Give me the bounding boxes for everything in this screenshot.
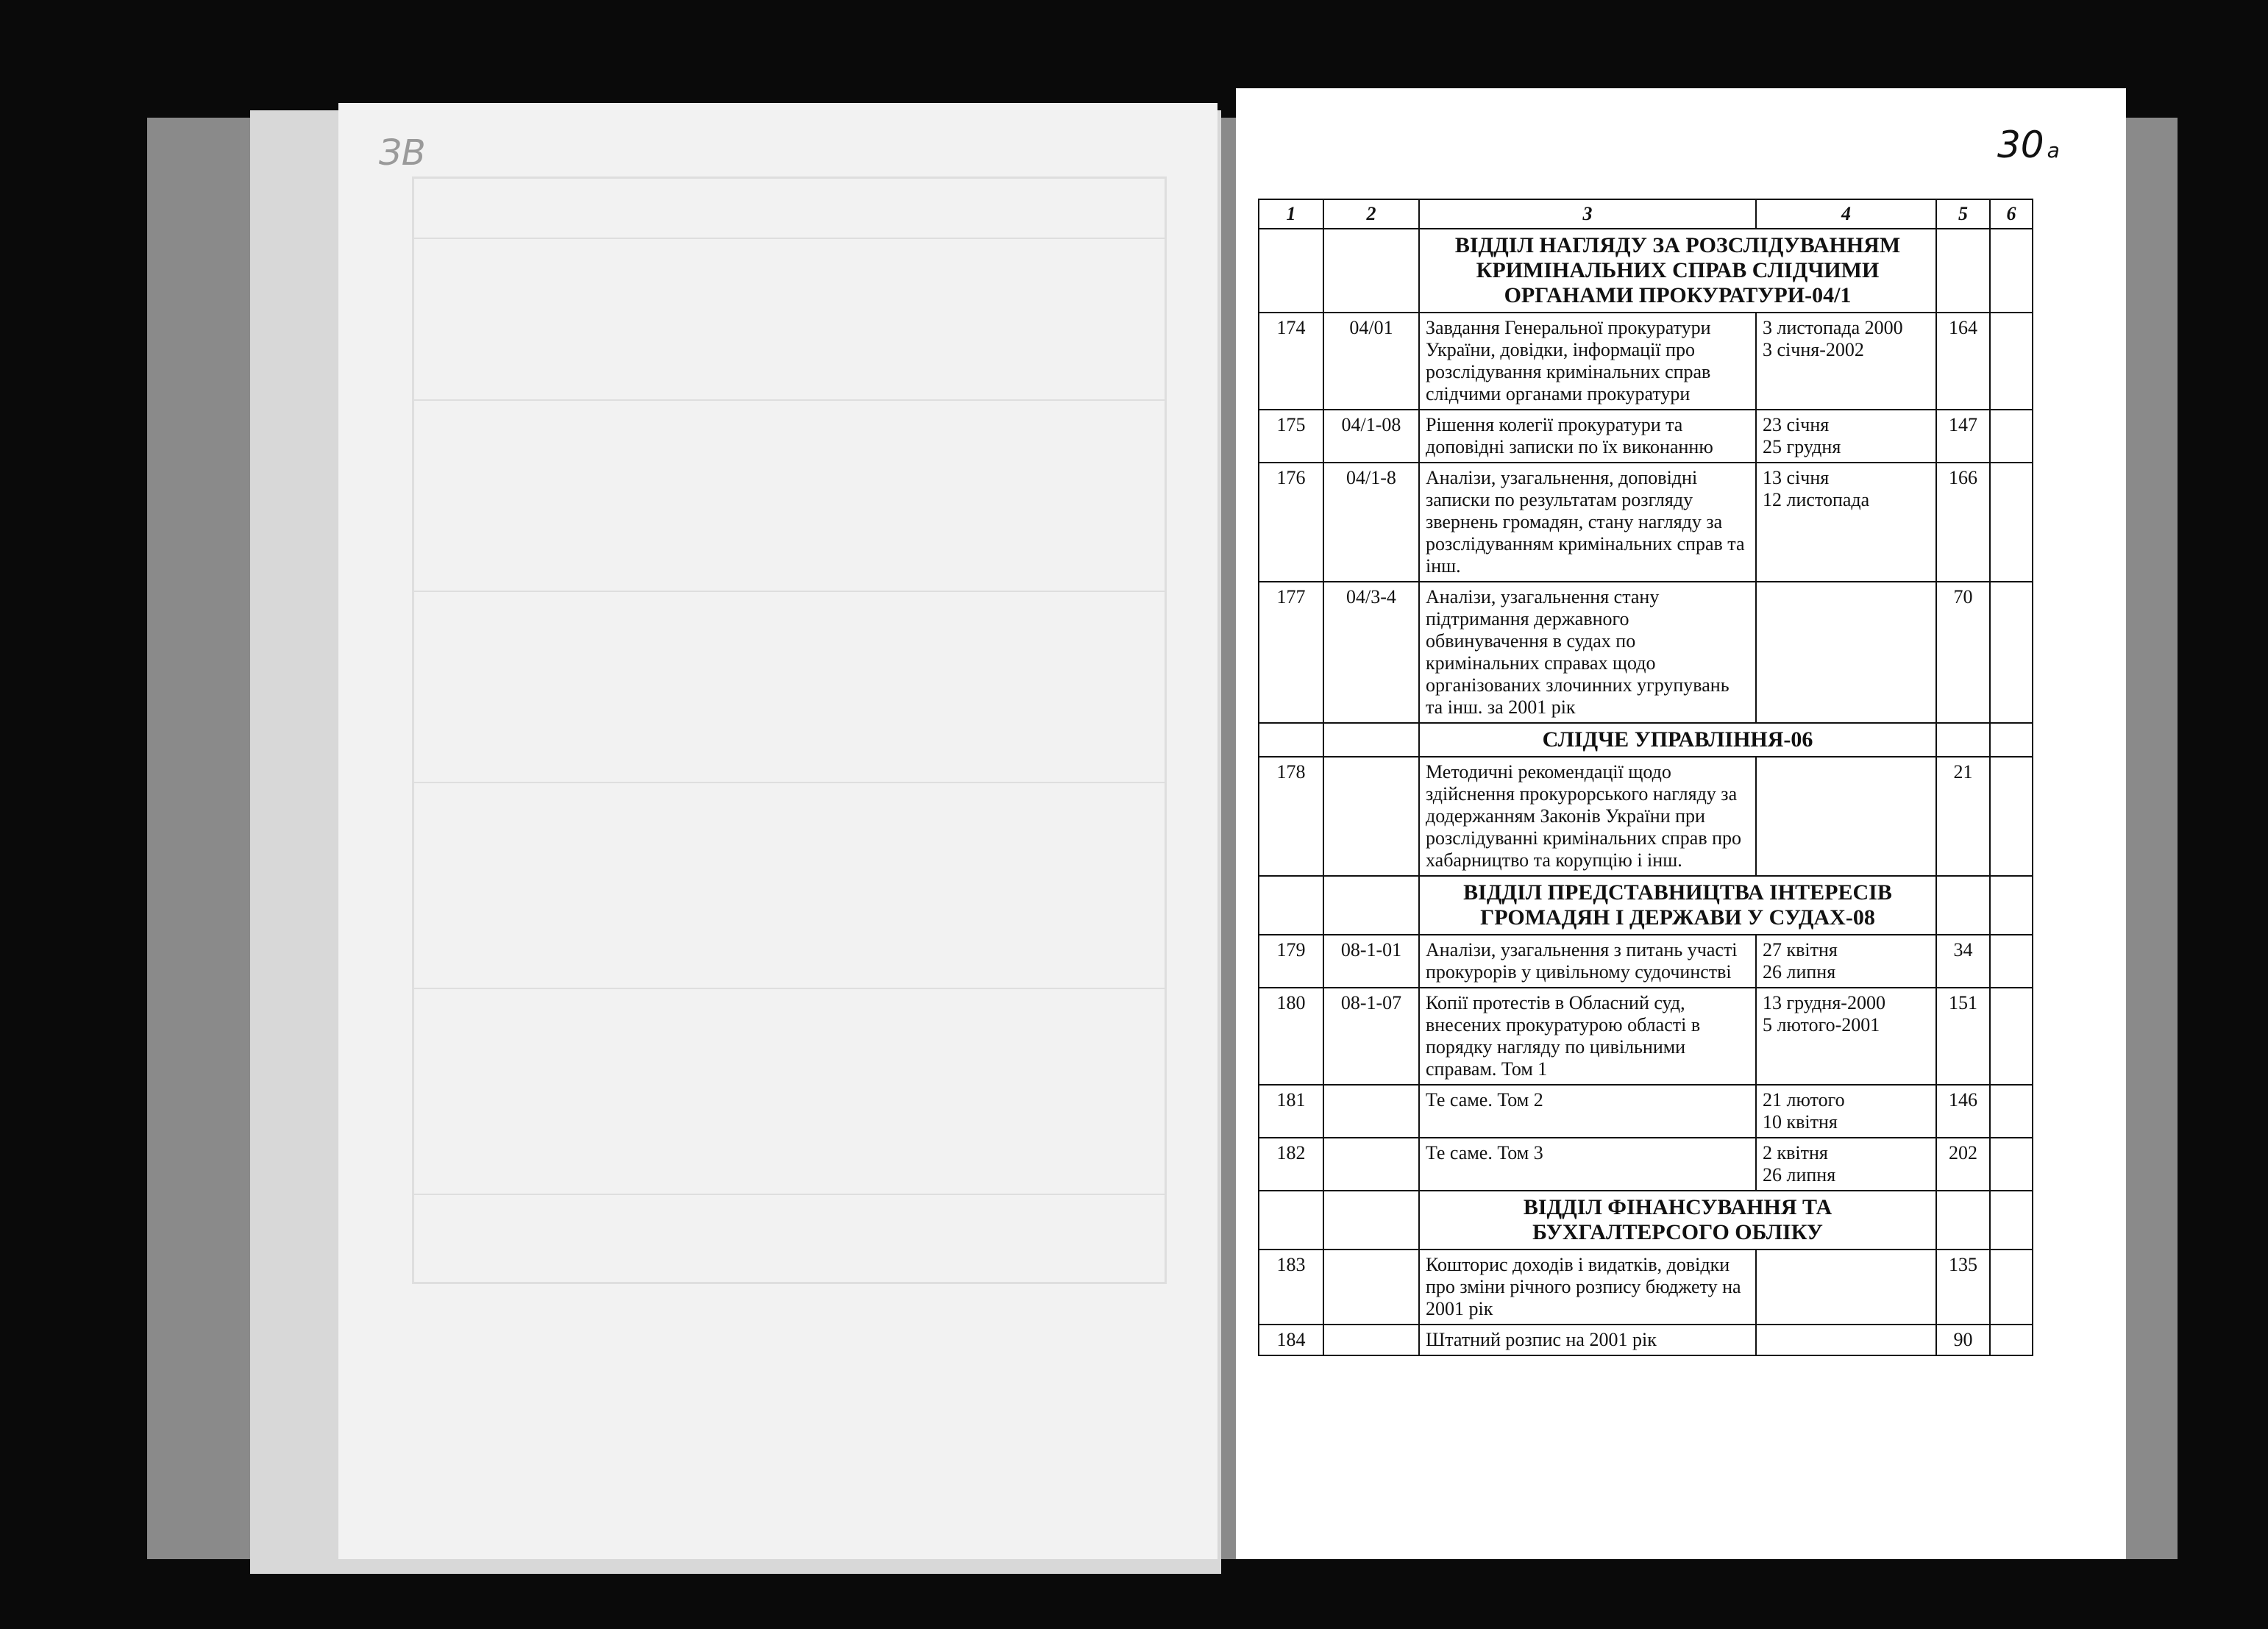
row-sheet-count: 164 [1936,313,1990,410]
section-spacer [1323,229,1419,313]
section-row [1259,229,2033,313]
row-note [1990,410,2033,463]
row-title: Аналізи, узагальнення, доповідні записки по результатам розгляду звернень громадян, стану нагляду за розслідуванням кримінальних справ та інш. [1419,463,1756,582]
row-date: 3 січня-2002 [1763,339,1864,360]
table-row [1259,313,2033,410]
row-title: Штатний розпис на 2001 рік [1419,1325,1756,1355]
row-index: 04/3-4 [1323,582,1419,723]
section-spacer [1990,876,2033,935]
row-note [1990,1325,2033,1355]
table-row [1259,410,2033,463]
section-row [1259,1191,2033,1250]
row-dates [1756,988,1936,1085]
row-title: Рішення колегії прокуратури та доповідні записки по їх виконанню [1419,410,1756,463]
row-title: Аналізи, узагальнення з питань участі прокурорів у цивільному судочинстві [1419,935,1756,988]
row-number: 175 [1259,410,1323,463]
header-col-4: 4 [1756,199,1936,229]
row-dates [1756,410,1936,463]
section-title: ВІДДІЛ ПРЕДСТАВНИЦТВА ІНТЕРЕСІВ ГРОМАДЯН І ДЕРЖАВИ У СУДАХ-08 [1419,876,1936,935]
row-date: 13 грудня-2000 [1763,992,1885,1013]
row-index: 08-1-01 [1323,935,1419,988]
row-dates [1756,313,1936,410]
section-spacer [1323,876,1419,935]
row-dates [1756,1138,1936,1191]
row-number: 182 [1259,1138,1323,1191]
row-note [1990,1250,2033,1325]
section-row [1259,723,2033,757]
row-index: 04/01 [1323,313,1419,410]
row-date: 12 листопада [1763,489,1870,510]
bleed-through-table [412,177,1167,1284]
section-spacer [1259,1191,1323,1250]
table-row [1259,463,2033,582]
section-spacer [1990,229,2033,313]
table-row [1259,1325,2033,1355]
row-note [1990,1138,2033,1191]
table-row [1259,1085,2033,1138]
row-title: Те саме. Том 3 [1419,1138,1756,1191]
header-col-5: 5 [1936,199,1990,229]
row-note [1990,463,2033,582]
row-date: 5 лютого-2001 [1763,1014,1880,1035]
row-title: Аналізи, узагальнення стану підтримання державного обвинувачення в судах по кримінальних справах щодо організованих злочинних угрупувань та інш. за 2001 рік [1419,582,1756,723]
row-dates [1756,1085,1936,1138]
header-col-1: 1 [1259,199,1323,229]
row-sheet-count: 146 [1936,1085,1990,1138]
table-row [1259,988,2033,1085]
row-date: 23 січня [1763,414,1830,435]
row-date: 21 лютого [1763,1089,1845,1111]
row-title: Кошторис доходів і видатків, довідки про зміни річного розпису бюджету на 2001 рік [1419,1250,1756,1325]
page-number [1997,124,2060,166]
inventory-table [1258,199,2033,1356]
row-number: 184 [1259,1325,1323,1355]
section-spacer [1936,876,1990,935]
row-date: 26 липня [1763,961,1836,983]
row-date: 26 липня [1763,1164,1836,1186]
row-index [1323,1138,1419,1191]
row-index: 08-1-07 [1323,988,1419,1085]
row-dates [1756,582,1936,723]
row-number: 180 [1259,988,1323,1085]
table-body [1259,229,2033,1355]
section-spacer [1936,723,1990,757]
row-sheet-count: 147 [1936,410,1990,463]
header-row [1259,199,2033,229]
row-dates [1756,757,1936,876]
row-note [1990,988,2033,1085]
row-note [1990,313,2033,410]
header-col-3: 3 [1419,199,1756,229]
row-number: 176 [1259,463,1323,582]
section-spacer [1936,229,1990,313]
row-date: 13 січня [1763,467,1830,488]
section-spacer [1323,723,1419,757]
table-row [1259,1250,2033,1325]
row-date: 10 квітня [1763,1111,1838,1133]
row-sheet-count: 34 [1936,935,1990,988]
table-row [1259,582,2033,723]
section-title: ВІДДІЛ ФІНАНСУВАННЯ ТА БУХГАЛТЕРСОГО ОБЛІКУ [1419,1191,1936,1250]
row-number: 181 [1259,1085,1323,1138]
row-title: Те саме. Том 2 [1419,1085,1756,1138]
row-note [1990,1085,2033,1138]
row-number: 179 [1259,935,1323,988]
row-dates [1756,1325,1936,1355]
row-dates [1756,463,1936,582]
row-title: Методичні рекомендації щодо здійснення прокурорського нагляду за додержанням Законів України при розслідуванні кримінальних справ про хабарництво та корупцію і інш. [1419,757,1756,876]
row-title: Завдання Генеральної прокуратури України, довідки, інформації про розслідування кримінальних справ слідчими органами прокуратури [1419,313,1756,410]
section-spacer [1323,1191,1419,1250]
table-row [1259,1138,2033,1191]
row-sheet-count: 135 [1936,1250,1990,1325]
row-number: 178 [1259,757,1323,876]
table-row [1259,935,2033,988]
row-sheet-count: 166 [1936,463,1990,582]
page-number-value: 30 [1997,124,2044,166]
row-number: 177 [1259,582,1323,723]
row-note [1990,757,2033,876]
row-sheet-count: 21 [1936,757,1990,876]
row-note [1990,582,2033,723]
section-spacer [1936,1191,1990,1250]
section-spacer [1990,1191,2033,1250]
row-sheet-count: 202 [1936,1138,1990,1191]
section-title: СЛІДЧЕ УПРАВЛІННЯ-06 [1419,723,1936,757]
row-date: 2 квітня [1763,1142,1828,1163]
section-row [1259,876,2033,935]
row-index [1323,1085,1419,1138]
row-date: 25 грудня [1763,436,1841,457]
row-date: 27 квітня [1763,939,1838,960]
section-spacer [1259,723,1323,757]
row-dates [1756,1250,1936,1325]
row-note [1990,935,2033,988]
row-dates [1756,935,1936,988]
row-sheet-count: 90 [1936,1325,1990,1355]
table-row [1259,757,2033,876]
row-number: 183 [1259,1250,1323,1325]
row-index: 04/1-08 [1323,410,1419,463]
row-index [1323,1250,1419,1325]
section-title: ВІДДІЛ НАГЛЯДУ ЗА РОЗСЛІДУВАННЯМ КРИМІНАЛЬНИХ СПРАВ СЛІДЧИМИ ОРГАНАМИ ПРОКУРАТУРИ-04/1 [1419,229,1936,313]
section-spacer [1259,229,1323,313]
row-sheet-count: 70 [1936,582,1990,723]
row-index [1323,757,1419,876]
pencil-mark: ЗВ [379,132,426,174]
page-number-suffix: а [2047,138,2060,163]
section-spacer [1259,876,1323,935]
header-col-6: 6 [1990,199,2033,229]
section-spacer [1990,723,2033,757]
row-index: 04/1-8 [1323,463,1419,582]
row-title: Копії протестів в Обласний суд, внесених прокуратурою області в порядку нагляду по цивільними справам. Том 1 [1419,988,1756,1085]
row-sheet-count: 151 [1936,988,1990,1085]
row-date: 3 листопада 2000 [1763,317,1903,338]
row-index [1323,1325,1419,1355]
row-number: 174 [1259,313,1323,410]
header-col-2: 2 [1323,199,1419,229]
